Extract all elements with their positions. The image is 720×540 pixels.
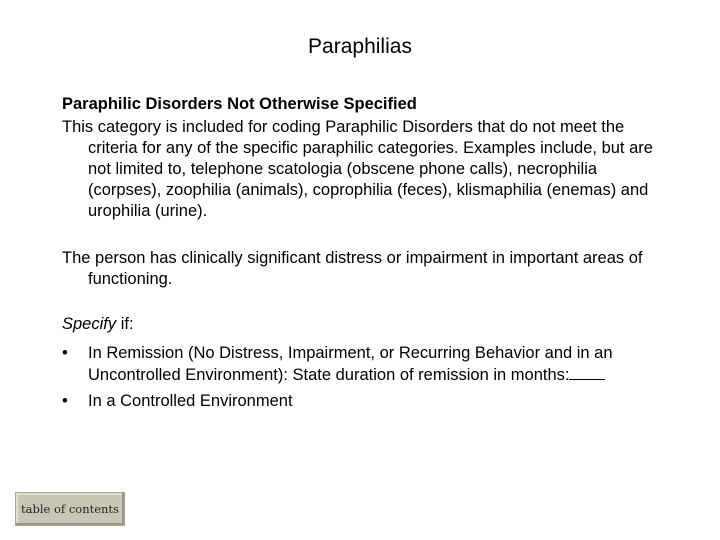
table-of-contents-label: table of contents <box>21 502 119 516</box>
specify-rest: if: <box>116 315 134 333</box>
list-item-text: In a Controlled Environment <box>88 392 293 410</box>
bullet-icon: • <box>62 344 68 362</box>
bullet-icon: • <box>62 392 68 410</box>
paragraph-distress-criterion: The person has clinically significant distress or impairment in important areas of functioning. <box>62 249 643 288</box>
slide-title: Paraphilias <box>308 35 412 58</box>
slide-content <box>62 94 662 417</box>
specify-line <box>62 314 662 335</box>
list-item-text: In Remission (No Distress, Impairment, or Recurring Behavior and in an Uncontrolled Environment): State duration of remission in months: <box>88 344 613 384</box>
fill-in-blank <box>569 364 605 380</box>
paragraph-category-description: This category is included for coding Paraphilic Disorders that do not meet the criteria for any of the specific paraphilic categories. Examples include, but are not limited to, telephone scatologia (obscene phone calls), necrophilia (corpses), zoophilia (animals), coprophilia (feces), klismaphilia (enemas) and urophilia (urine). <box>62 118 653 220</box>
list-item <box>62 391 662 412</box>
specifier-list <box>62 343 662 412</box>
section-heading: Paraphilic Disorders Not Otherwise Specified <box>62 95 417 113</box>
list-item <box>62 343 662 386</box>
specifier-section <box>62 314 662 412</box>
specify-italic: Specify <box>62 315 117 333</box>
table-of-contents-button[interactable] <box>15 492 125 526</box>
